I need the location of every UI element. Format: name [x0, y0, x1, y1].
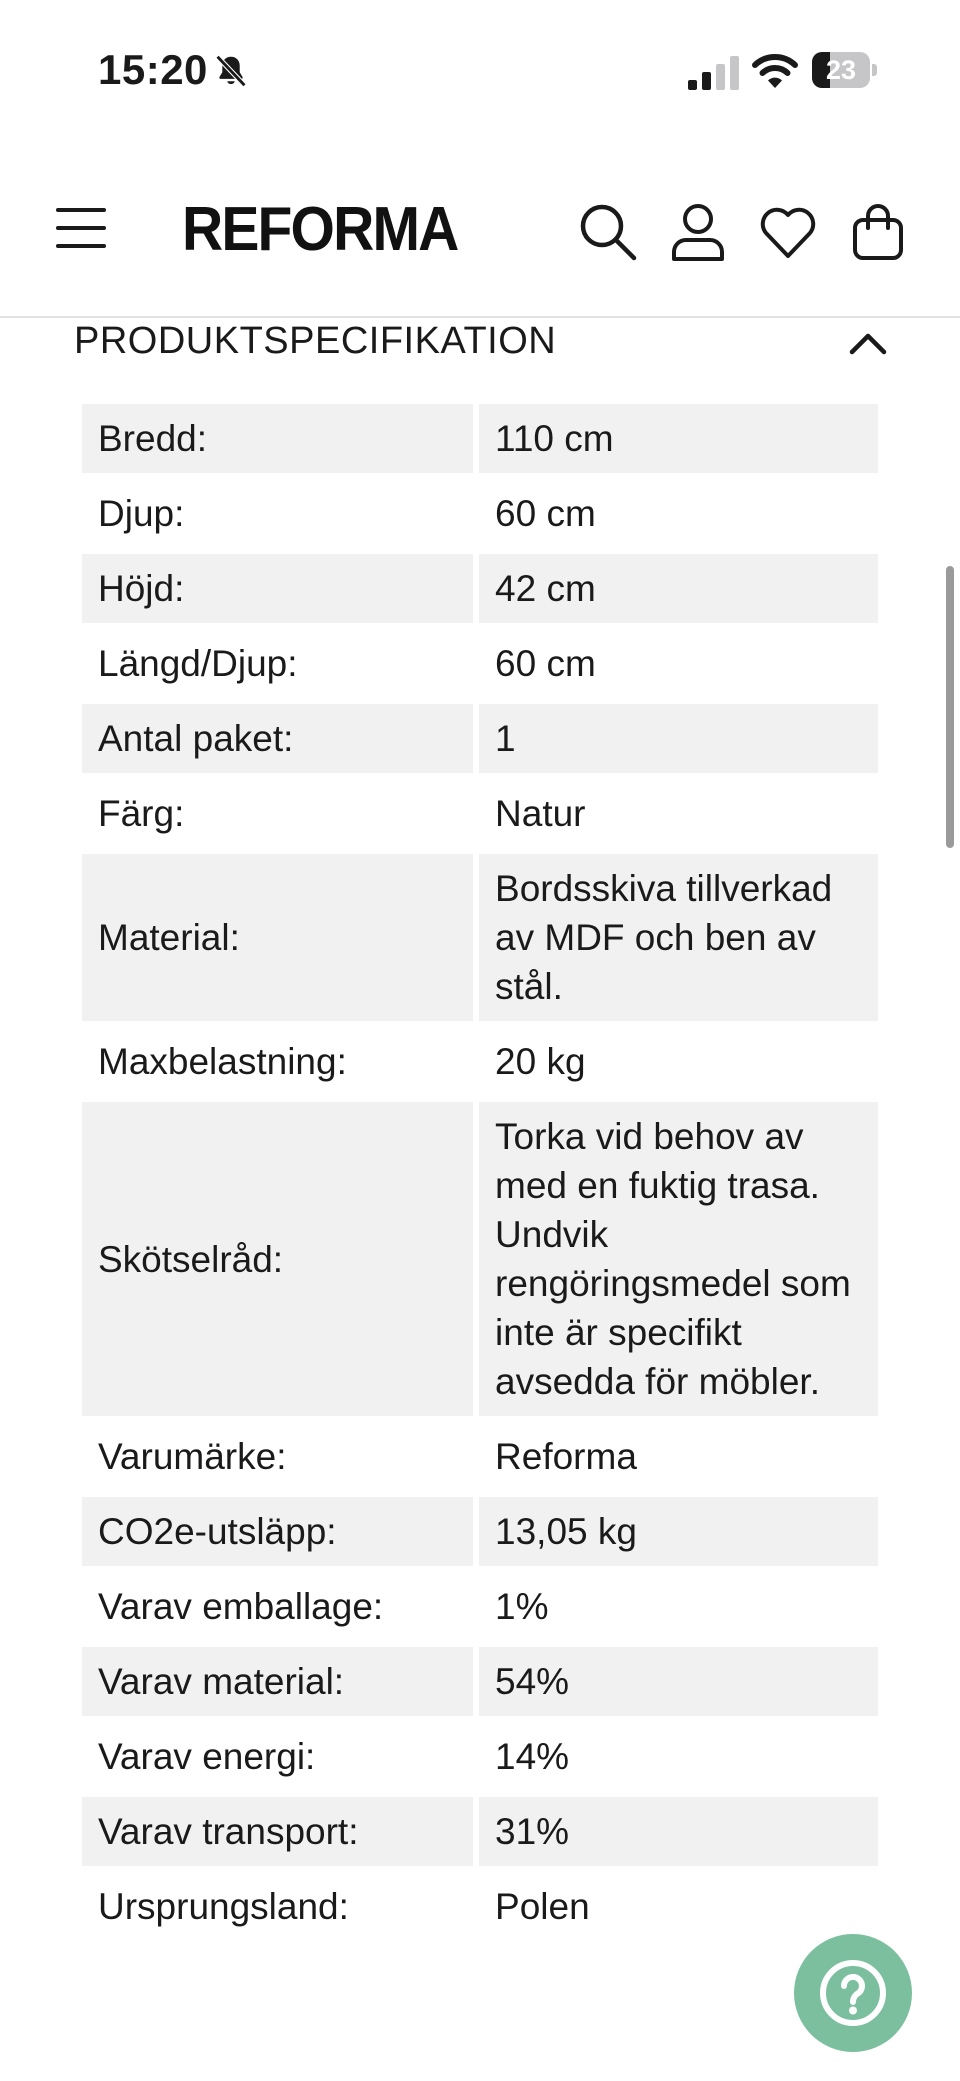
spec-row: [82, 479, 878, 548]
spec-value: Torka vid behov av med en fuktig trasa. Undvik rengöringsmedel som inte är specifikt avsedda för möbler.: [479, 1102, 878, 1416]
spec-row: [82, 854, 878, 1021]
spec-row: [82, 1872, 878, 1941]
spec-value: 1: [479, 704, 878, 773]
spec-label: Bredd:: [82, 404, 473, 473]
spec-row: [82, 404, 878, 473]
spec-label: Material:: [82, 854, 473, 1021]
spec-value: Polen: [495, 1886, 590, 1927]
spec-label: Ursprungsland:: [98, 1886, 349, 1927]
site-header: [0, 140, 960, 318]
spec-label: Skötselråd:: [82, 1102, 473, 1416]
battery-level: 23: [825, 55, 857, 85]
spec-value: 31%: [479, 1797, 878, 1866]
spec-row: [82, 1027, 878, 1096]
spec-label: Varumärke:: [98, 1436, 287, 1477]
spec-row: [82, 1647, 878, 1716]
spec-value: Bordsskiva tillverkad av MDF och ben av stål.: [479, 854, 878, 1021]
spec-row: [82, 704, 878, 773]
scrollbar-thumb[interactable]: [946, 566, 954, 848]
spec-row: [82, 629, 878, 698]
spec-label: Längd/Djup:: [98, 643, 298, 684]
bell-slash-icon: [212, 52, 250, 90]
spec-section-header[interactable]: [72, 318, 892, 374]
spec-label: Varav material:: [82, 1647, 473, 1716]
help-button[interactable]: [794, 1934, 912, 2052]
spec-value: 20 kg: [495, 1041, 586, 1082]
account-icon[interactable]: [668, 202, 728, 262]
spec-row: [82, 1722, 878, 1791]
spec-label: Färg:: [98, 793, 185, 834]
spec-value: 14%: [495, 1736, 570, 1777]
status-bar: [0, 0, 960, 140]
spec-value: 1%: [495, 1586, 549, 1627]
spec-label: CO2e-utsläpp:: [82, 1497, 473, 1566]
spec-row: [82, 1572, 878, 1641]
spec-label: Maxbelastning:: [98, 1041, 347, 1082]
battery-icon: [812, 52, 878, 88]
spec-row: [82, 1102, 878, 1416]
bag-icon[interactable]: [848, 202, 908, 262]
spec-label: Varav emballage:: [98, 1586, 384, 1627]
spec-label: Varav energi:: [98, 1736, 316, 1777]
search-icon[interactable]: [578, 202, 638, 262]
spec-value: Reforma: [495, 1436, 637, 1477]
spec-row: [82, 1497, 878, 1566]
spec-value: 42 cm: [479, 554, 878, 623]
status-time: 15:20: [98, 46, 208, 93]
section-title: PRODUKTSPECIFIKATION: [74, 320, 557, 362]
signal-icon: [688, 56, 740, 90]
spec-label: Varav transport:: [82, 1797, 473, 1866]
spec-label: Antal paket:: [82, 704, 473, 773]
brand-logo[interactable]: REFORMA: [182, 195, 458, 264]
heart-icon[interactable]: [758, 202, 818, 262]
spec-table: [82, 404, 878, 1947]
spec-row: [82, 1797, 878, 1866]
spec-value: 60 cm: [495, 493, 596, 534]
spec-row: [82, 779, 878, 848]
spec-value: 60 cm: [495, 643, 596, 684]
spec-value: 110 cm: [479, 404, 878, 473]
spec-value: 54%: [479, 1647, 878, 1716]
spec-row: [82, 1422, 878, 1491]
spec-row: [82, 554, 878, 623]
question-mark-icon: [817, 1957, 889, 2029]
wifi-icon: [752, 52, 798, 90]
chevron-up-icon[interactable]: [846, 324, 890, 364]
menu-icon[interactable]: [56, 206, 106, 250]
spec-value: Natur: [495, 793, 586, 834]
spec-value: 13,05 kg: [479, 1497, 878, 1566]
spec-label: Höjd:: [82, 554, 473, 623]
spec-label: Djup:: [98, 493, 185, 534]
